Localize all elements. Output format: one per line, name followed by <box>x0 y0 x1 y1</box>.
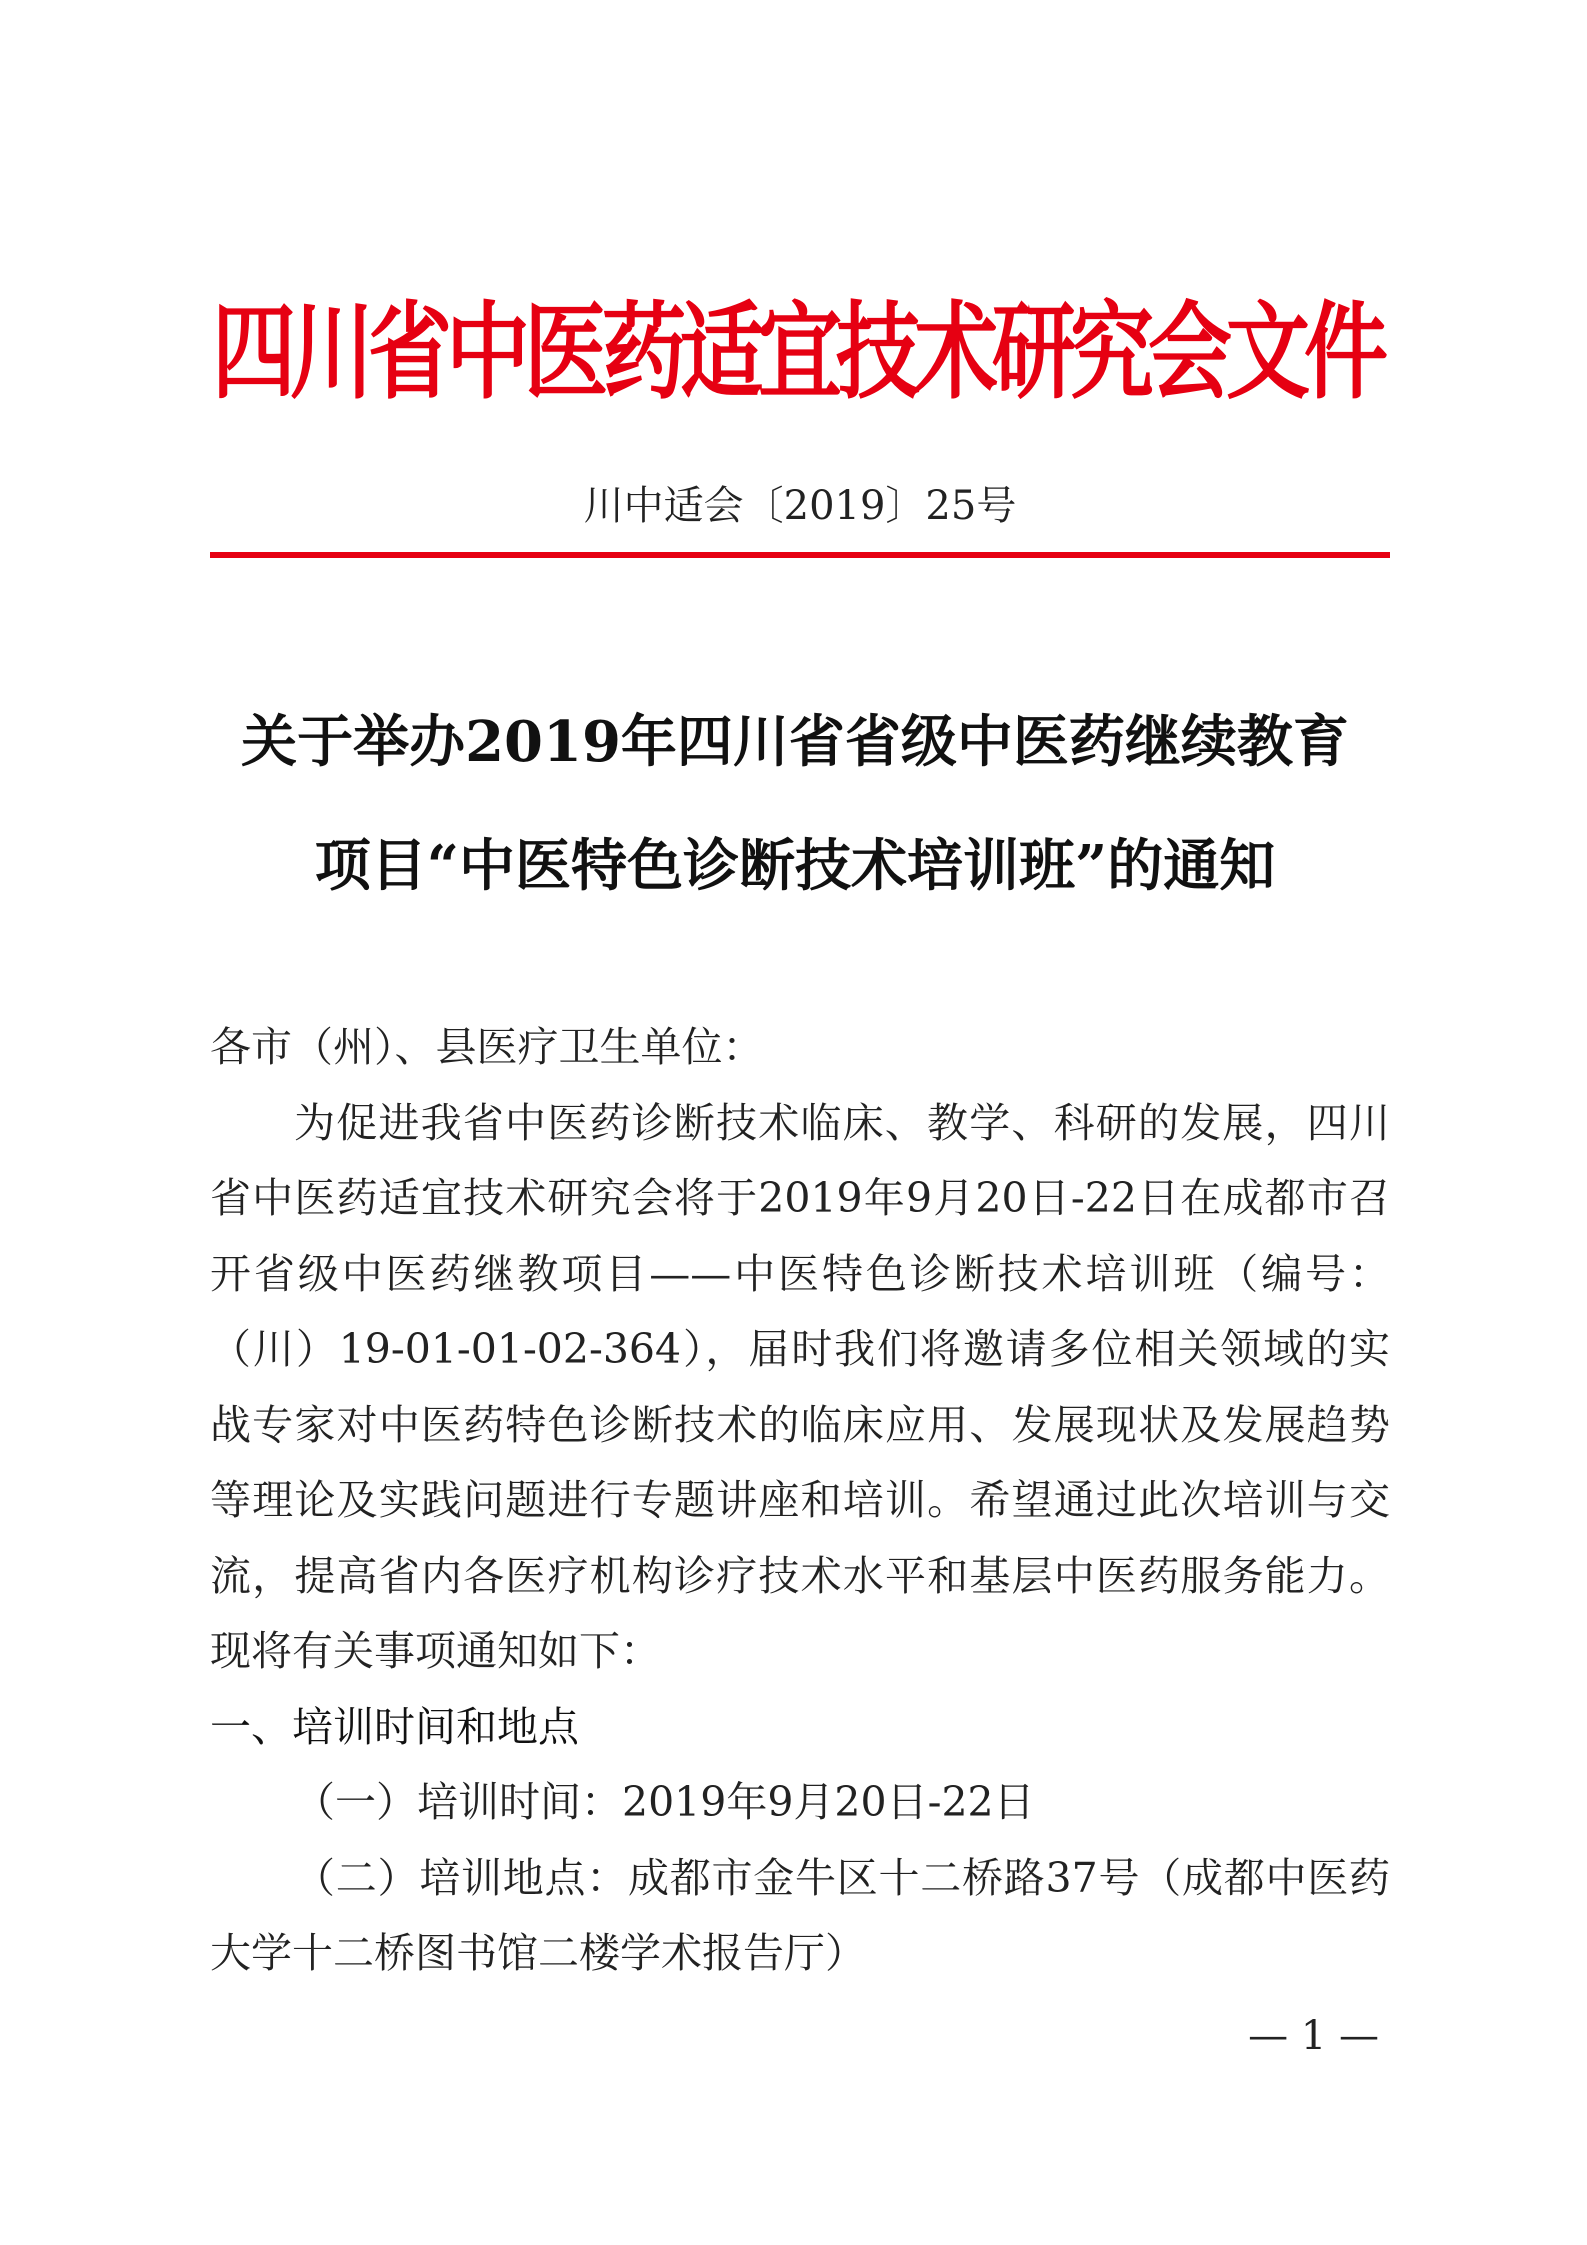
notice-body <box>210 1010 1390 1992</box>
notice-title <box>160 680 1430 928</box>
section-heading-training-time-place: 一、培训时间和地点 <box>210 1702 579 1751</box>
header-divider-line <box>210 552 1390 558</box>
document-header-title: 四川省中医药适宜技术研究会文件 <box>212 290 1383 414</box>
training-place-item: （二）培训地点：成都市金牛区十二桥路37号（成都中医药大学十二桥图书馆二楼学术报告厅） <box>210 1853 1390 1977</box>
salutation: 各市（州）、县医疗卫生单位： <box>210 1023 764 1071</box>
intro-paragraph: 为促进我省中医药诊断技术临床、教学、科研的发展，四川省中医药适宜技术研究会将于2019年9月20日-22日在成都市召开省级中医药继教项目——中医特色诊断技术培训班（编号：（川）19-01-01-02-364），届时我们将邀请多位相关领域的实战专家对中医药特色诊断技术的临床应用、发展现状及发展趋势等理论及实践问题进行专题讲座和培训。希望通过此次培训与交流，提高省内各医疗机构诊疗技术水平和基层中医药服务能力。现将有关事项通知如下： <box>210 1098 1390 1675</box>
notice-title-line-1: 关于举办2019年四川省省级中医药继续教育 <box>241 709 1349 775</box>
notice-title-line-2: 项目“中医特色诊断技术培训班”的通知 <box>314 833 1276 899</box>
training-time-item: （一）培训时间：2019年9月20日-22日 <box>294 1778 1035 1826</box>
document-number: 川中适会〔2019〕25号 <box>583 483 1017 529</box>
page-number: — 1 — <box>1248 2013 1379 2059</box>
